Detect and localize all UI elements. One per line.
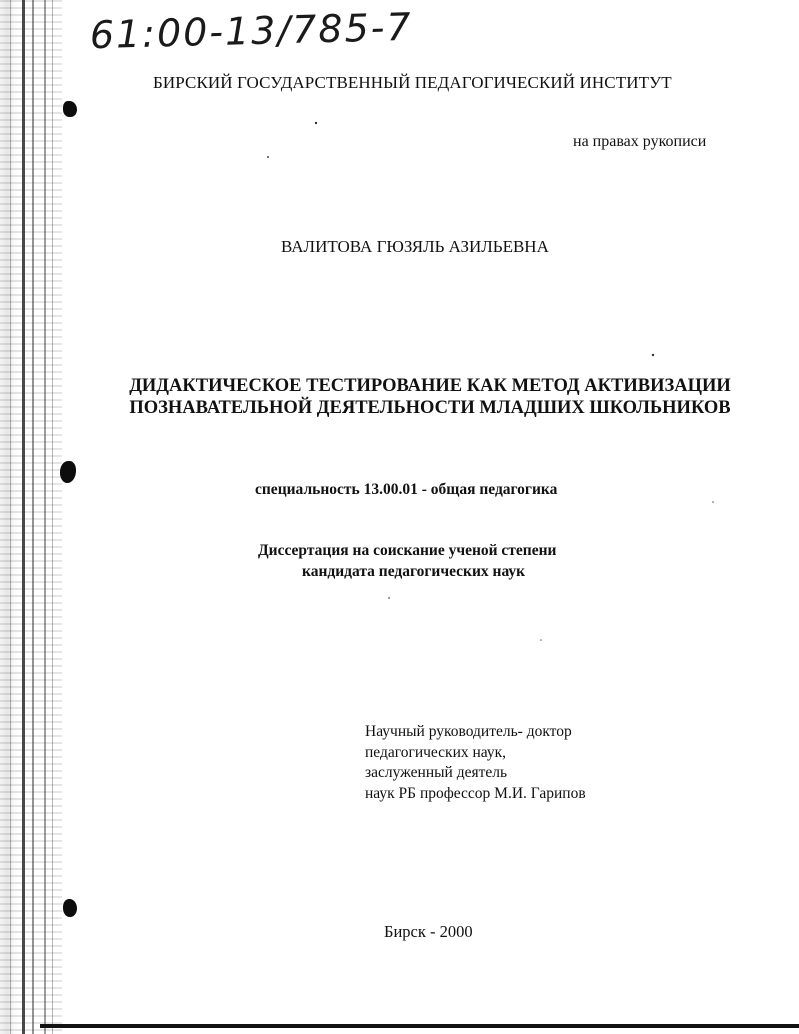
institute-name: БИРСКИЙ ГОСУДАРСТВЕННЫЙ ПЕДАГОГИЧЕСКИЙ ИНСТИТУТ [153, 73, 672, 92]
title-line-2: ПОЗНАВАТЕЛЬНОЙ ДЕЯТЕЛЬНОСТИ МЛАДШИХ ШКОЛЬНИКОВ [129, 398, 731, 418]
scientific-supervisor [365, 722, 586, 804]
binding-streak [22, 0, 25, 1034]
punch-hole [63, 899, 77, 917]
place-and-year: Бирск - 2000 [384, 922, 473, 941]
handwritten-archive-code: 61:00-13/785-7 [89, 4, 414, 58]
manuscript-rights-note: на правах рукописи [573, 133, 707, 150]
scan-bottom-edge [40, 1024, 799, 1028]
binding-streak [52, 0, 53, 1034]
binding-streak [10, 0, 11, 1034]
degree-line-1: Диссертация на соискание ученой степени [258, 542, 557, 559]
supervisor-line-3: заслуженный деятель [365, 764, 508, 781]
punch-hole [63, 101, 77, 117]
author-name: ВАЛИТОВА ГЮЗЯЛЬ АЗИЛЬЕВНА [281, 237, 549, 256]
supervisor-line-1: Научный руководитель- доктор [365, 723, 572, 740]
title-line-1: ДИДАКТИЧЕСКОЕ ТЕСТИРОВАНИЕ КАК МЕТОД АКТИВИЗАЦИИ [129, 376, 731, 396]
supervisor-line-4: наук РБ профессор М.И. Гарипов [365, 784, 586, 802]
scan-binding-edge [0, 0, 62, 1034]
binding-streak [44, 0, 46, 1034]
dissertation-title [120, 375, 740, 419]
supervisor-line-2: педагогических наук, [365, 743, 507, 761]
binding-streak [32, 0, 34, 1034]
punch-hole [60, 461, 76, 483]
degree-line-2: кандидата педагогических наук [302, 563, 526, 580]
specialty: специальность 13.00.01 - общая педагогика [255, 481, 558, 498]
degree-statement [258, 540, 556, 582]
